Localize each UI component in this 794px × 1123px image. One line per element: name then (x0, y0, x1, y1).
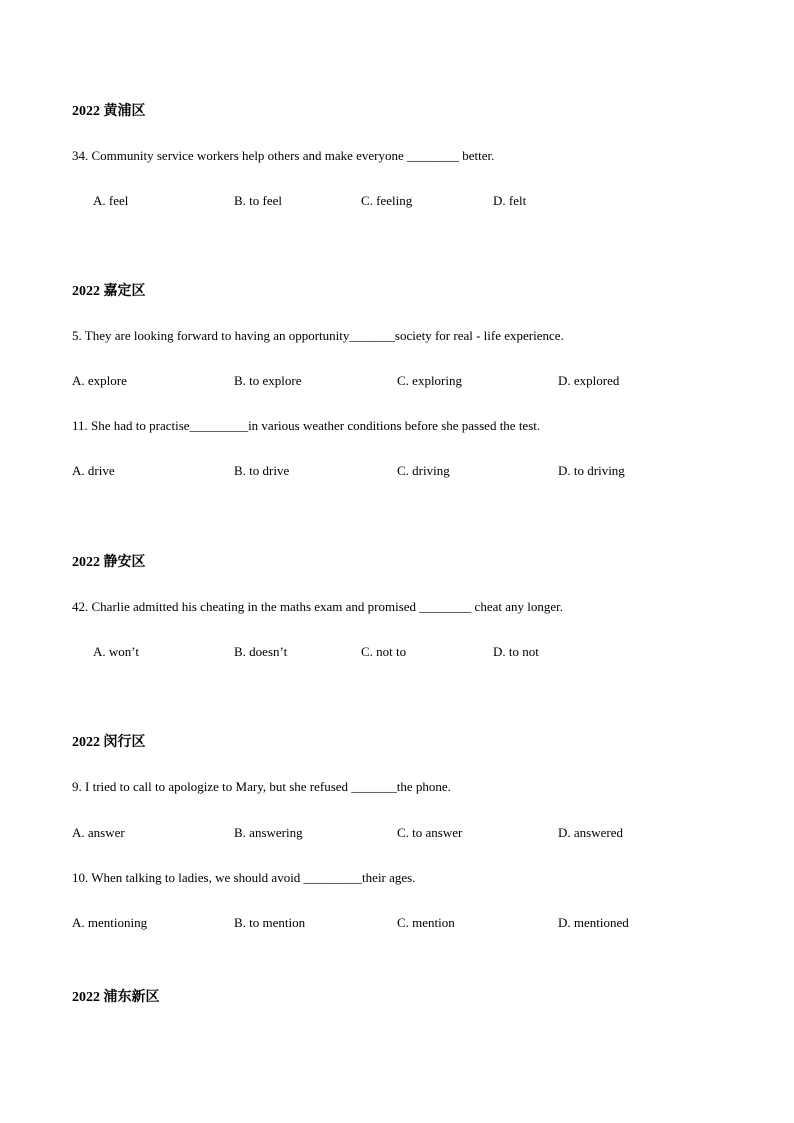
question-text: 34. Community service workers help others and make everyone ________ better. (72, 148, 495, 163)
option-b: B. to feel (234, 193, 283, 208)
option-d: D. to not (493, 644, 539, 659)
option-a: A. won’t (93, 644, 139, 659)
question-text: 10. When talking to ladies, we should avoid _________their ages. (72, 870, 416, 885)
option-d: D. mentioned (558, 915, 629, 930)
option-a: A. mentioning (72, 915, 148, 930)
option-d: D. felt (493, 193, 527, 208)
option-d: D. explored (558, 373, 620, 388)
option-b: B. answering (234, 825, 303, 840)
option-b: B. to mention (234, 915, 306, 930)
option-c: C. feeling (361, 193, 413, 208)
option-a: A. explore (72, 373, 127, 388)
option-a: A. drive (72, 463, 115, 478)
section-heading-huangpu: 2022 黄浦区 (72, 104, 146, 119)
section-heading-jiading: 2022 嘉定区 (72, 284, 146, 299)
question-text: 5. They are looking forward to having an opportunity_______society for real - life experience. (72, 328, 564, 343)
section-heading-pudong: 2022 浦东新区 (72, 990, 160, 1005)
option-c: C. not to (361, 644, 407, 659)
question-text: 11. She had to practise_________in various weather conditions before she passed the test. (72, 418, 541, 433)
option-c: C. to answer (397, 825, 463, 840)
section-heading-minhang: 2022 闵行区 (72, 735, 146, 750)
option-a: A. answer (72, 825, 125, 840)
option-b: B. to drive (234, 463, 290, 478)
section-heading-jingan: 2022 静安区 (72, 555, 146, 570)
option-c: C. mention (397, 915, 455, 930)
question-text: 9. I tried to call to apologize to Mary, but she refused _______the phone. (72, 779, 451, 794)
option-c: C. driving (397, 463, 450, 478)
option-c: C. exploring (397, 373, 462, 388)
option-b: B. doesn’t (234, 644, 288, 659)
option-d: D. answered (558, 825, 623, 840)
question-text: 42. Charlie admitted his cheating in the maths exam and promised ________ cheat any longer. (72, 599, 563, 614)
option-a: A. feel (93, 193, 129, 208)
option-d: D. to driving (558, 463, 625, 478)
option-b: B. to explore (234, 373, 302, 388)
